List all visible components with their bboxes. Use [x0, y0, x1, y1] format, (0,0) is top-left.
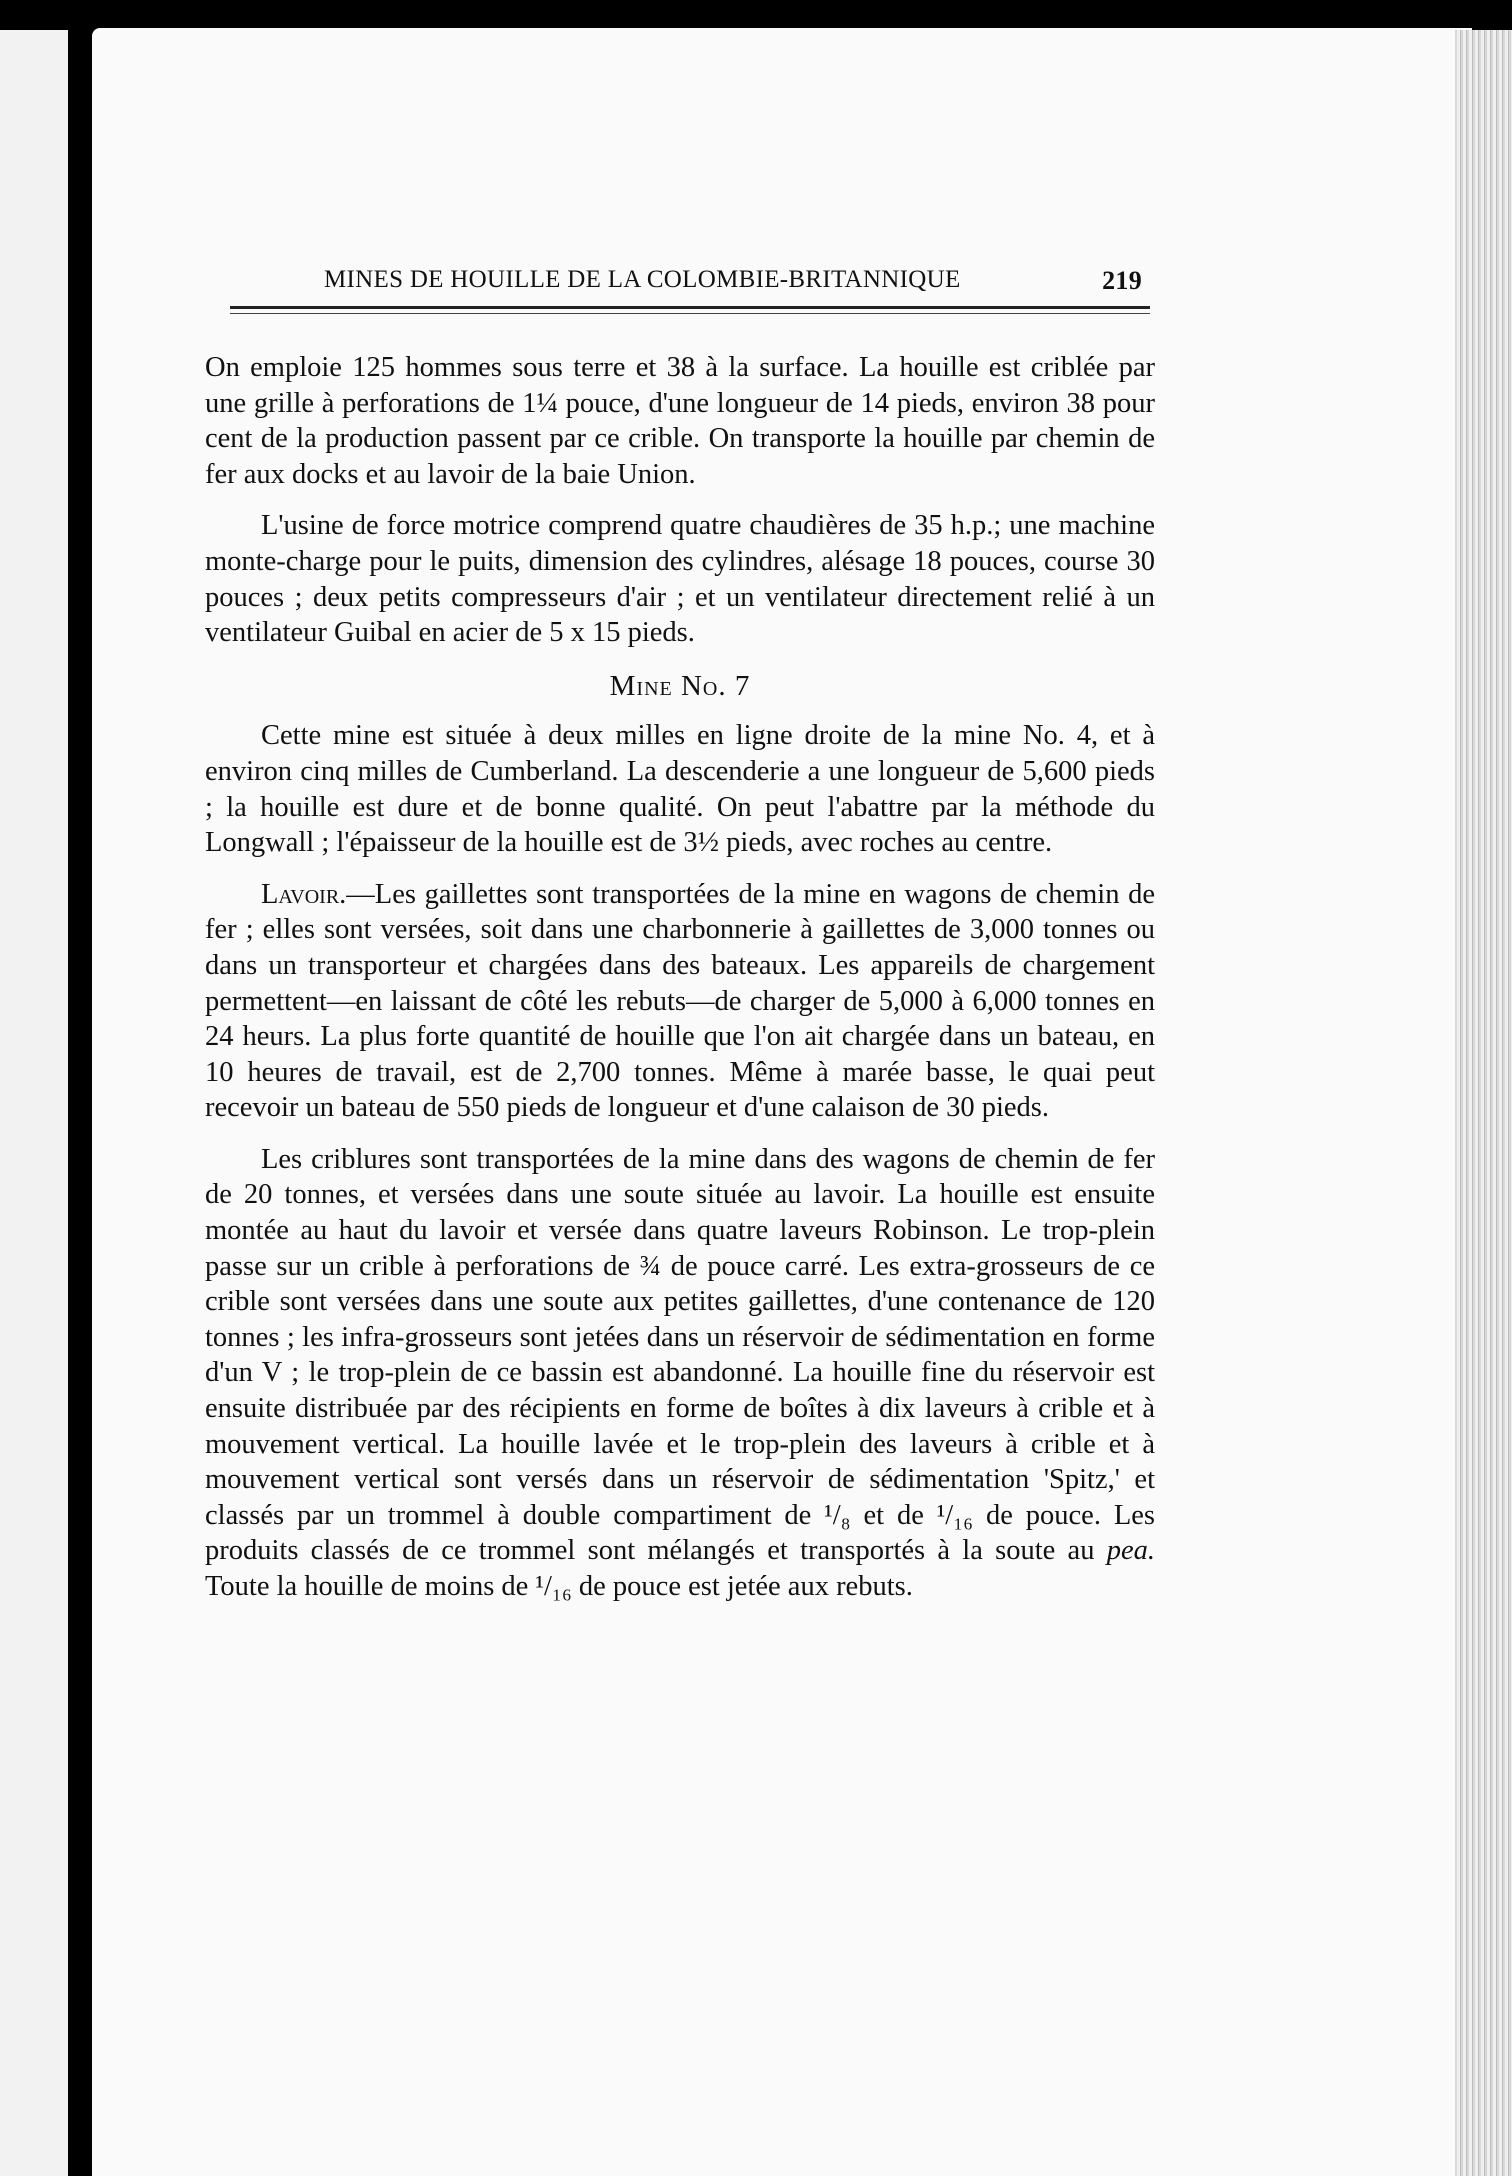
- paragraph-criblures: [205, 1142, 1155, 1605]
- criblures-text: Les criblures sont transportées de la mine dans des wagons de chemin de fer de 20 tonnes, et versées dans une soute située au lavoir. La houille est ensuite montée au haut du lavoir et versée dans quatre laveurs Robinson. Le trop-plein passe sur un crible à perforations de ¾ de pouce carré. Les extra-grosseurs de ce crible sont versées dans une soute aux petites gaillettes, d'une contenance de 120 tonnes ; les infra-grosseurs sont jetées dans un réservoir de sédimentation en forme d'un V ; le trop-plein de ce bassin est abandonné. La houille fine du réservoir est ensuite distribuée par des récipients en forme de boîtes à dix laveurs à crible et à mouvement vertical. La houille lavée et le trop-plein des laveurs à crible et à mouvement vertical sont versés dans un réservoir de sédimentation 'Spitz,' et classés par un trommel à double compartiment de ¹/₈ et de ¹/₁₆ de pouce. Les produits classés de ce trommel sont mélangés et transportés à la soute au: [205, 1143, 1155, 1567]
- section-heading: Mine No. 7: [609, 669, 751, 702]
- facing-page-edge: [0, 30, 68, 2176]
- lavoir-text: —Les gaillettes sont transportées de la mine en wagons de chemin de fer ; elles sont versées, soit dans une charbonnerie à gaillettes de 3,000 tonnes ou dans un transporteur et chargées dans des bateaux. Les appareils de chargement permettent—en laissant de côté les rebuts—de charger de 5,000 à 6,000 tonnes en 24 heurs. La plus forte quantité de houille que l'on ait chargée dans un bateau, en 10 heures de travail, est de 2,700 tonnes. Même à marée basse, le quai peut recevoir un bateau de 550 pieds de longueur et d'une calaison de 30 pieds.: [205, 878, 1155, 1124]
- criblures-text-end: Toute la houille de moins de ¹/₁₆ de pouce est jetée aux rebuts.: [205, 1571, 913, 1602]
- pea-italic: pea.: [1106, 1535, 1155, 1567]
- paragraph: Cette mine est située à deux milles en ligne droite de la mine No. 4, et à environ cinq milles de Cumberland. La descenderie a une longueur de 5,600 pieds ; la houille est dure et de bonne qualité. On peut l'abattre par la méthode du Longwall ; l'épaisseur de la houille est de 3½ pieds, avec roches au centre.: [205, 720, 1155, 859]
- paragraph-lavoir: [205, 877, 1155, 1126]
- page-stack-edge: [1455, 30, 1512, 2176]
- header-rule-thin: [230, 313, 1150, 314]
- header-rule: [230, 306, 1150, 309]
- running-title: MINES DE HOUILLE DE LA COLOMBIE-BRITANNIQUE: [324, 266, 961, 293]
- paragraph: On emploie 125 hommes sous terre et 38 à la surface. La houille est criblée par une grille à perforations de 1¼ pouce, d'une longueur de 14 pieds, environ 38 pour cent de la production passent par ce crible. On transporte la houille par chemin de fer aux docks et au lavoir de la baie Union.: [205, 352, 1155, 490]
- paragraph: L'usine de force motrice comprend quatre chaudières de 35 h.p.; une machine monte-charge pour le puits, dimension des cylindres, alésage 18 pouces, course 30 pouces ; deux petits compresseurs d'air ; et un ventilateur directement relié à un ventilateur Guibal en acier de 5 x 15 pieds.: [205, 510, 1155, 649]
- lavoir-lead: Lavoir.: [261, 878, 347, 910]
- page-number: 219: [1102, 266, 1142, 295]
- body-text: [205, 350, 1155, 1605]
